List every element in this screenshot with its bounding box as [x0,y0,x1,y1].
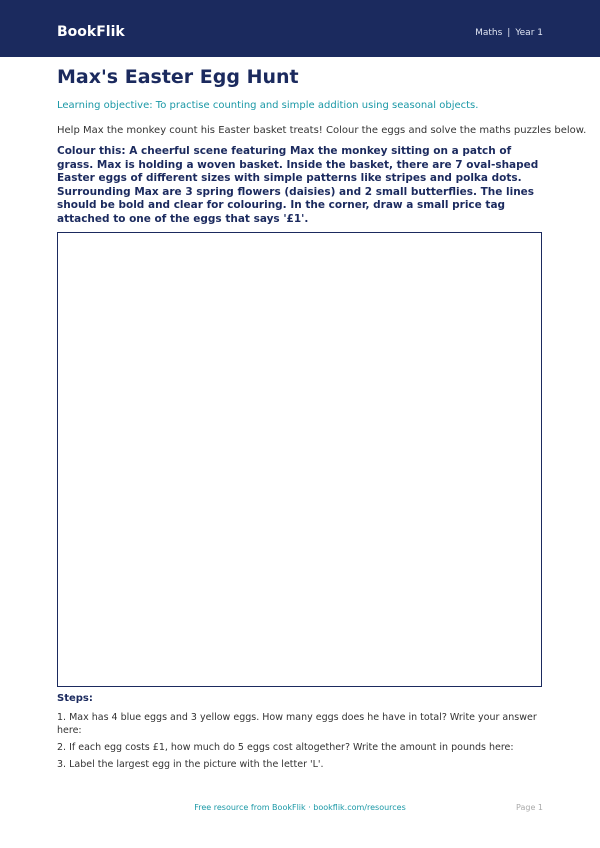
page-title: Max's Easter Egg Hunt [57,66,299,88]
step-item [57,711,547,737]
header-meta [475,27,543,39]
footer-link[interactable]: Free resource from BookFlik · bookflik.com/resources [194,803,406,812]
brand-logo: BookFlik [57,24,125,40]
step-text: If each egg costs £1, how much do 5 eggs cost altogether? Write the amount in pounds here: [69,742,514,753]
steps-heading: Steps: [57,693,93,704]
meta-separator: | [507,28,511,38]
intro-text: Help Max the monkey count his Easter basket treats! Colour the eggs and solve the maths puzzles below. [57,125,587,136]
colouring-instruction: Colour this: A cheerful scene featuring Max the monkey sitting on a patch of grass. Max is holding a woven basket. Inside the basket, there are 7 oval-shaped Easter eggs of different sizes with simple patterns like stripes and polka dots. Surrounding Max are 3 spring flowers (daisies) and 2 small butterflies. The lines should be bold and clear for colouring. In the corner, draw a small price tag attached to one of the eggs that says '£1'. [57,145,539,225]
page-number: Page 1 [516,803,543,812]
step-item [57,758,547,771]
colouring-area[interactable] [57,232,542,687]
year-label: Year 1 [515,28,543,38]
learning-objective: Learning objective: To practise counting and simple addition using seasonal objects. [57,100,479,111]
step-number: 3. [57,759,67,770]
step-item [57,741,547,754]
step-number: 1. [57,712,67,723]
step-number: 2. [57,742,67,753]
steps-list [57,711,547,775]
step-text: Label the largest egg in the picture with the letter 'L'. [69,759,324,770]
header-bar [0,0,600,57]
step-text: Max has 4 blue eggs and 3 yellow eggs. How many eggs does he have in total? Write your answer here: [57,712,537,736]
subject-label: Maths [475,28,503,38]
